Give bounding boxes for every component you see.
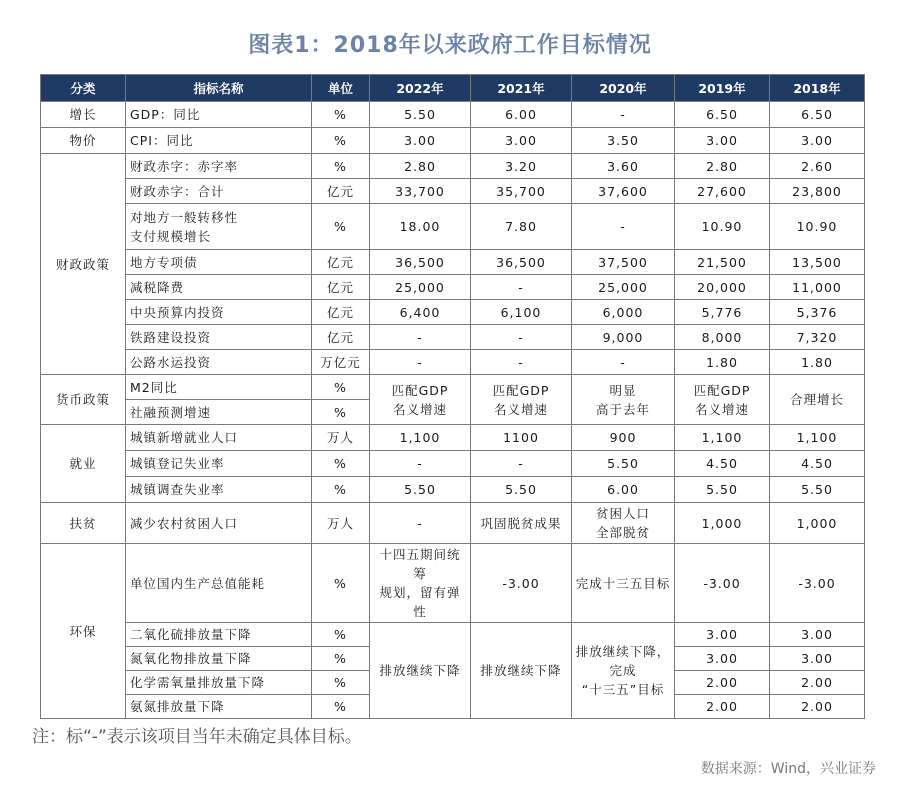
value-cell: 5,776: [675, 300, 770, 325]
value-cell: 27,600: [675, 179, 770, 204]
category-cell: 增长: [41, 102, 126, 128]
value-cell: 6.50: [770, 102, 865, 128]
value-cell: 1,100: [675, 425, 770, 451]
value-cell: 5.50: [770, 477, 865, 503]
value-cell: 13,500: [770, 250, 865, 275]
indicator-cell: 氮氧化物排放量下降: [126, 647, 312, 671]
unit-cell: %: [312, 544, 370, 623]
indicator-cell: 地方专项债: [126, 250, 312, 275]
unit-cell: %: [312, 400, 370, 425]
value-cell: 10.90: [675, 204, 770, 250]
value-cell: 2.60: [770, 154, 865, 179]
header-2018: 2018年: [770, 75, 865, 102]
value-cell: 4.50: [770, 451, 865, 477]
value-cell: 37,600: [572, 179, 675, 204]
header-category: 分类: [41, 75, 126, 102]
value-cell: 37,500: [572, 250, 675, 275]
category-cell: 扶贫: [41, 503, 126, 544]
value-cell: -: [370, 503, 471, 544]
unit-cell: 亿元: [312, 300, 370, 325]
indicator-cell: 化学需氧量排放量下降: [126, 671, 312, 695]
unit-cell: %: [312, 204, 370, 250]
value-cell: 2.00: [770, 671, 865, 695]
value-cell: 3.00: [675, 623, 770, 647]
value-cell: 5.50: [370, 477, 471, 503]
table-row: [41, 503, 865, 544]
category-cell: 物价: [41, 128, 126, 154]
value-cell: 36,500: [471, 250, 572, 275]
value-cell: 1.80: [675, 350, 770, 375]
value-cell: 十四五期间统筹 规划，留有弹性: [370, 544, 471, 623]
value-cell: 6.50: [675, 102, 770, 128]
value-cell: -3.00: [770, 544, 865, 623]
value-cell: 排放继续下降， 完成 “十三五”目标: [572, 623, 675, 719]
unit-cell: 万人: [312, 425, 370, 451]
header-2019: 2019年: [675, 75, 770, 102]
value-cell: 贫困人口 全部脱贫: [572, 503, 675, 544]
value-cell: 匹配GDP 名义增速: [675, 375, 770, 425]
header-indicator: 指标名称: [126, 75, 312, 102]
indicator-cell: 对地方一般转移性 支付规模增长: [126, 204, 312, 250]
table-row: [41, 325, 865, 350]
value-cell: 6.00: [572, 477, 675, 503]
table-row: [41, 425, 865, 451]
data-source: 数据来源：Wind，兴业证券: [700, 761, 876, 777]
value-cell: 1,000: [770, 503, 865, 544]
table-row: [41, 250, 865, 275]
value-cell: 11,000: [770, 275, 865, 300]
value-cell: 23,800: [770, 179, 865, 204]
table-footnote: 注：标“-”表示该项目当年未确定具体目标。: [32, 727, 362, 747]
unit-cell: 亿元: [312, 250, 370, 275]
value-cell: 33,700: [370, 179, 471, 204]
value-cell: 3.50: [572, 128, 675, 154]
value-cell: 1,100: [770, 425, 865, 451]
value-cell: -: [471, 275, 572, 300]
indicator-cell: 社融预测增速: [126, 400, 312, 425]
unit-cell: %: [312, 375, 370, 400]
unit-cell: %: [312, 695, 370, 719]
value-cell: -: [471, 451, 572, 477]
value-cell: 6.00: [471, 102, 572, 128]
value-cell: 排放继续下降: [471, 623, 572, 719]
value-cell: -: [572, 102, 675, 128]
value-cell: -: [471, 350, 572, 375]
value-cell: 1100: [471, 425, 572, 451]
value-cell: 明显 高于去年: [572, 375, 675, 425]
value-cell: 4.50: [675, 451, 770, 477]
value-cell: -3.00: [675, 544, 770, 623]
indicator-cell: CPI：同比: [126, 128, 312, 154]
unit-cell: %: [312, 102, 370, 128]
value-cell: 6,000: [572, 300, 675, 325]
value-cell: 3.00: [675, 647, 770, 671]
value-cell: 排放继续下降: [370, 623, 471, 719]
unit-cell: %: [312, 623, 370, 647]
value-cell: 2.80: [675, 154, 770, 179]
value-cell: 5.50: [572, 451, 675, 477]
indicator-cell: 城镇登记失业率: [126, 451, 312, 477]
table-row: [41, 544, 865, 623]
value-cell: 1,100: [370, 425, 471, 451]
value-cell: 3.00: [471, 128, 572, 154]
indicator-cell: 城镇新增就业人口: [126, 425, 312, 451]
value-cell: 8,000: [675, 325, 770, 350]
table-row: [41, 451, 865, 477]
indicator-cell: 财政赤字：合计: [126, 179, 312, 204]
value-cell: 6,100: [471, 300, 572, 325]
value-cell: 21,500: [675, 250, 770, 275]
unit-cell: 亿元: [312, 179, 370, 204]
unit-cell: %: [312, 647, 370, 671]
table-row: [41, 204, 865, 250]
category-cell: 货币政策: [41, 375, 126, 425]
indicator-cell: 铁路建设投资: [126, 325, 312, 350]
value-cell: 36,500: [370, 250, 471, 275]
value-cell: 18.00: [370, 204, 471, 250]
value-cell: 5,376: [770, 300, 865, 325]
table-row: [41, 623, 865, 647]
table-row: [41, 275, 865, 300]
value-cell: 1.80: [770, 350, 865, 375]
table-row: [41, 300, 865, 325]
table-row: [41, 375, 865, 400]
value-cell: 5.50: [675, 477, 770, 503]
value-cell: 9,000: [572, 325, 675, 350]
value-cell: 匹配GDP 名义增速: [471, 375, 572, 425]
unit-cell: %: [312, 671, 370, 695]
value-cell: 3.00: [370, 128, 471, 154]
indicator-cell: 城镇调查失业率: [126, 477, 312, 503]
value-cell: 3.20: [471, 154, 572, 179]
indicator-cell: 减少农村贫困人口: [126, 503, 312, 544]
value-cell: 20,000: [675, 275, 770, 300]
table-row: [41, 350, 865, 375]
value-cell: 3.00: [675, 128, 770, 154]
value-cell: 25,000: [572, 275, 675, 300]
unit-cell: %: [312, 128, 370, 154]
table-row: [41, 102, 865, 128]
header-unit: 单位: [312, 75, 370, 102]
value-cell: -: [370, 451, 471, 477]
indicator-cell: M2同比: [126, 375, 312, 400]
unit-cell: %: [312, 154, 370, 179]
category-cell: 财政政策: [41, 154, 126, 375]
header-2022: 2022年: [370, 75, 471, 102]
indicator-cell: 减税降费: [126, 275, 312, 300]
value-cell: 巩固脱贫成果: [471, 503, 572, 544]
header-2020: 2020年: [572, 75, 675, 102]
category-cell: 环保: [41, 544, 126, 719]
value-cell: 匹配GDP 名义增速: [370, 375, 471, 425]
value-cell: -: [572, 350, 675, 375]
indicator-cell: 公路水运投资: [126, 350, 312, 375]
value-cell: 合理增长: [770, 375, 865, 425]
value-cell: 1,000: [675, 503, 770, 544]
value-cell: 3.00: [770, 128, 865, 154]
table-row: [41, 128, 865, 154]
indicator-cell: 中央预算内投资: [126, 300, 312, 325]
value-cell: 900: [572, 425, 675, 451]
indicator-cell: 二氧化硫排放量下降: [126, 623, 312, 647]
value-cell: 完成十三五目标: [572, 544, 675, 623]
value-cell: 3.00: [770, 623, 865, 647]
value-cell: 2.00: [770, 695, 865, 719]
value-cell: -: [370, 325, 471, 350]
unit-cell: 亿元: [312, 275, 370, 300]
value-cell: 6,400: [370, 300, 471, 325]
value-cell: 10.90: [770, 204, 865, 250]
value-cell: 2.00: [675, 671, 770, 695]
value-cell: 25,000: [370, 275, 471, 300]
indicator-cell: 财政赤字：赤字率: [126, 154, 312, 179]
value-cell: 5.50: [370, 102, 471, 128]
value-cell: 7,320: [770, 325, 865, 350]
value-cell: -: [471, 325, 572, 350]
category-cell: 就业: [41, 425, 126, 503]
unit-cell: 万人: [312, 503, 370, 544]
value-cell: -: [370, 350, 471, 375]
policy-targets-table: [40, 74, 865, 719]
value-cell: -3.00: [471, 544, 572, 623]
table-row: [41, 179, 865, 204]
table-row: [41, 154, 865, 179]
header-row: [41, 75, 865, 102]
value-cell: 5.50: [471, 477, 572, 503]
value-cell: 2.00: [675, 695, 770, 719]
indicator-cell: 单位国内生产总值能耗: [126, 544, 312, 623]
table-row: [41, 477, 865, 503]
header-2021: 2021年: [471, 75, 572, 102]
value-cell: 3.00: [770, 647, 865, 671]
value-cell: 7.80: [471, 204, 572, 250]
indicator-cell: 氨氮排放量下降: [126, 695, 312, 719]
value-cell: 3.60: [572, 154, 675, 179]
value-cell: 2.80: [370, 154, 471, 179]
unit-cell: 亿元: [312, 325, 370, 350]
value-cell: 35,700: [471, 179, 572, 204]
unit-cell: %: [312, 451, 370, 477]
value-cell: -: [572, 204, 675, 250]
chart-title: 图表1：2018年以来政府工作目标情况: [248, 33, 652, 58]
unit-cell: %: [312, 477, 370, 503]
unit-cell: 万亿元: [312, 350, 370, 375]
indicator-cell: GDP：同比: [126, 102, 312, 128]
